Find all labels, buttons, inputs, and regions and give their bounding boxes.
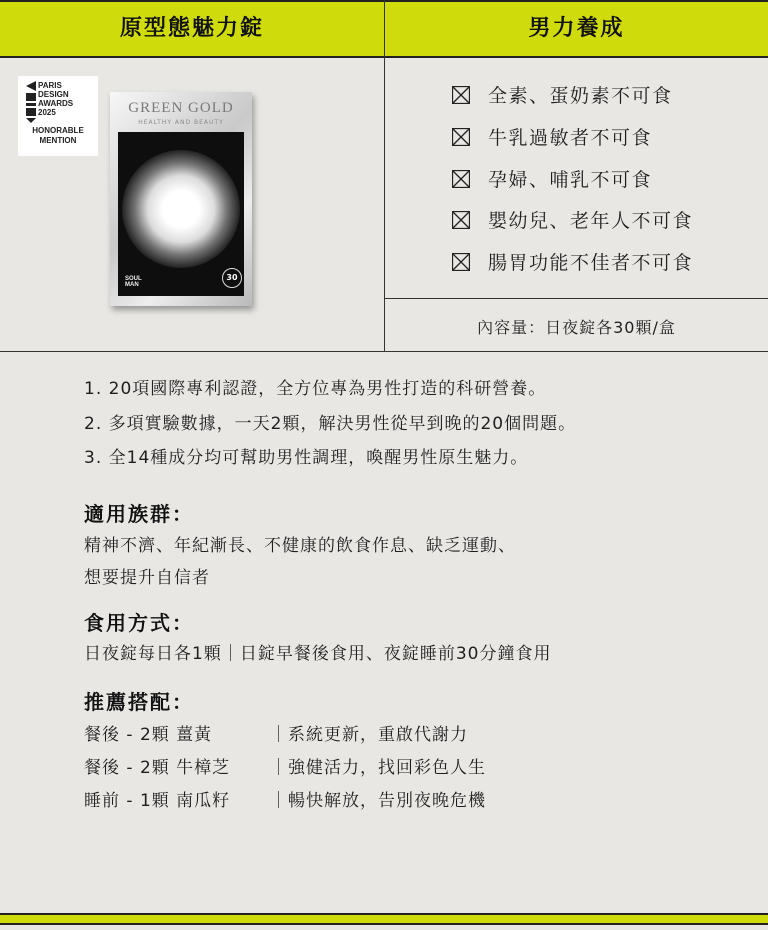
usage-title: 食用方式：: [84, 611, 194, 635]
column-divider: [384, 0, 385, 352]
crossed-box-icon: [452, 128, 470, 146]
award-badge: [18, 76, 98, 156]
product-tagline: HEALTHY AND BEAUTY: [138, 119, 224, 126]
pairing-name: 餐後 - 2顆 牛樟芝: [84, 758, 231, 778]
crossed-box-icon: [452, 253, 470, 271]
product-series: SOUL MAN: [125, 276, 142, 288]
burst-graphic: [122, 150, 240, 268]
feature-point: 3. 全14種成分均可幫助男性調理，喚醒男性原生魅力。: [84, 448, 529, 468]
pairing-title: 推薦搭配：: [84, 690, 194, 714]
pairing-desc: ｜暢快解放，告別夜晚危機: [270, 791, 486, 811]
target-text: 精神不濟、年紀漸長、不健康的飲食作息、缺乏運動、: [84, 536, 516, 556]
pairing-desc: ｜強健活力，找回彩色人生: [270, 758, 486, 778]
pairing-desc: ｜系統更新，重啟代謝力: [270, 725, 468, 745]
tablet-count-badge: 30: [222, 268, 242, 288]
target-text: 想要提升自信者: [84, 568, 210, 588]
award-mention: HONORABLE MENTION: [32, 126, 84, 145]
award-text: PARIS DESIGN AWARDS 2025: [38, 81, 74, 117]
content-quantity: 內容量：日夜錠各30顆/盒: [477, 318, 676, 337]
pairing-name: 睡前 - 1顆 南瓜籽: [84, 791, 231, 811]
table-bottom-border: [0, 351, 768, 352]
crossed-box-icon: [452, 86, 470, 104]
product-title: 原型態魅力錠: [119, 16, 264, 41]
product-panel: [118, 132, 244, 296]
product-brand: GREEN GOLD: [128, 100, 234, 116]
feature-point: 2. 多項實驗數據，一天2顆，解決男性從早到晚的20個問題。: [84, 414, 577, 434]
row-divider: [385, 298, 768, 299]
usage-text: 日夜錠每日各1顆｜日錠早餐後食用、夜錠睡前30分鐘食用: [84, 644, 552, 664]
feature-point: 1. 20項國際專利認證，全方位專為男性打造的科研營養。: [84, 379, 547, 399]
dna-logo-icon: [24, 81, 36, 123]
crossed-box-icon: [452, 170, 470, 188]
section-title: 男力養成: [528, 16, 625, 41]
product-image: [110, 92, 252, 306]
crossed-box-icon: [452, 211, 470, 229]
pairing-name: 餐後 - 2顆 薑黃: [84, 725, 213, 745]
footer-bar: [0, 913, 768, 925]
target-title: 適用族群：: [84, 502, 194, 526]
